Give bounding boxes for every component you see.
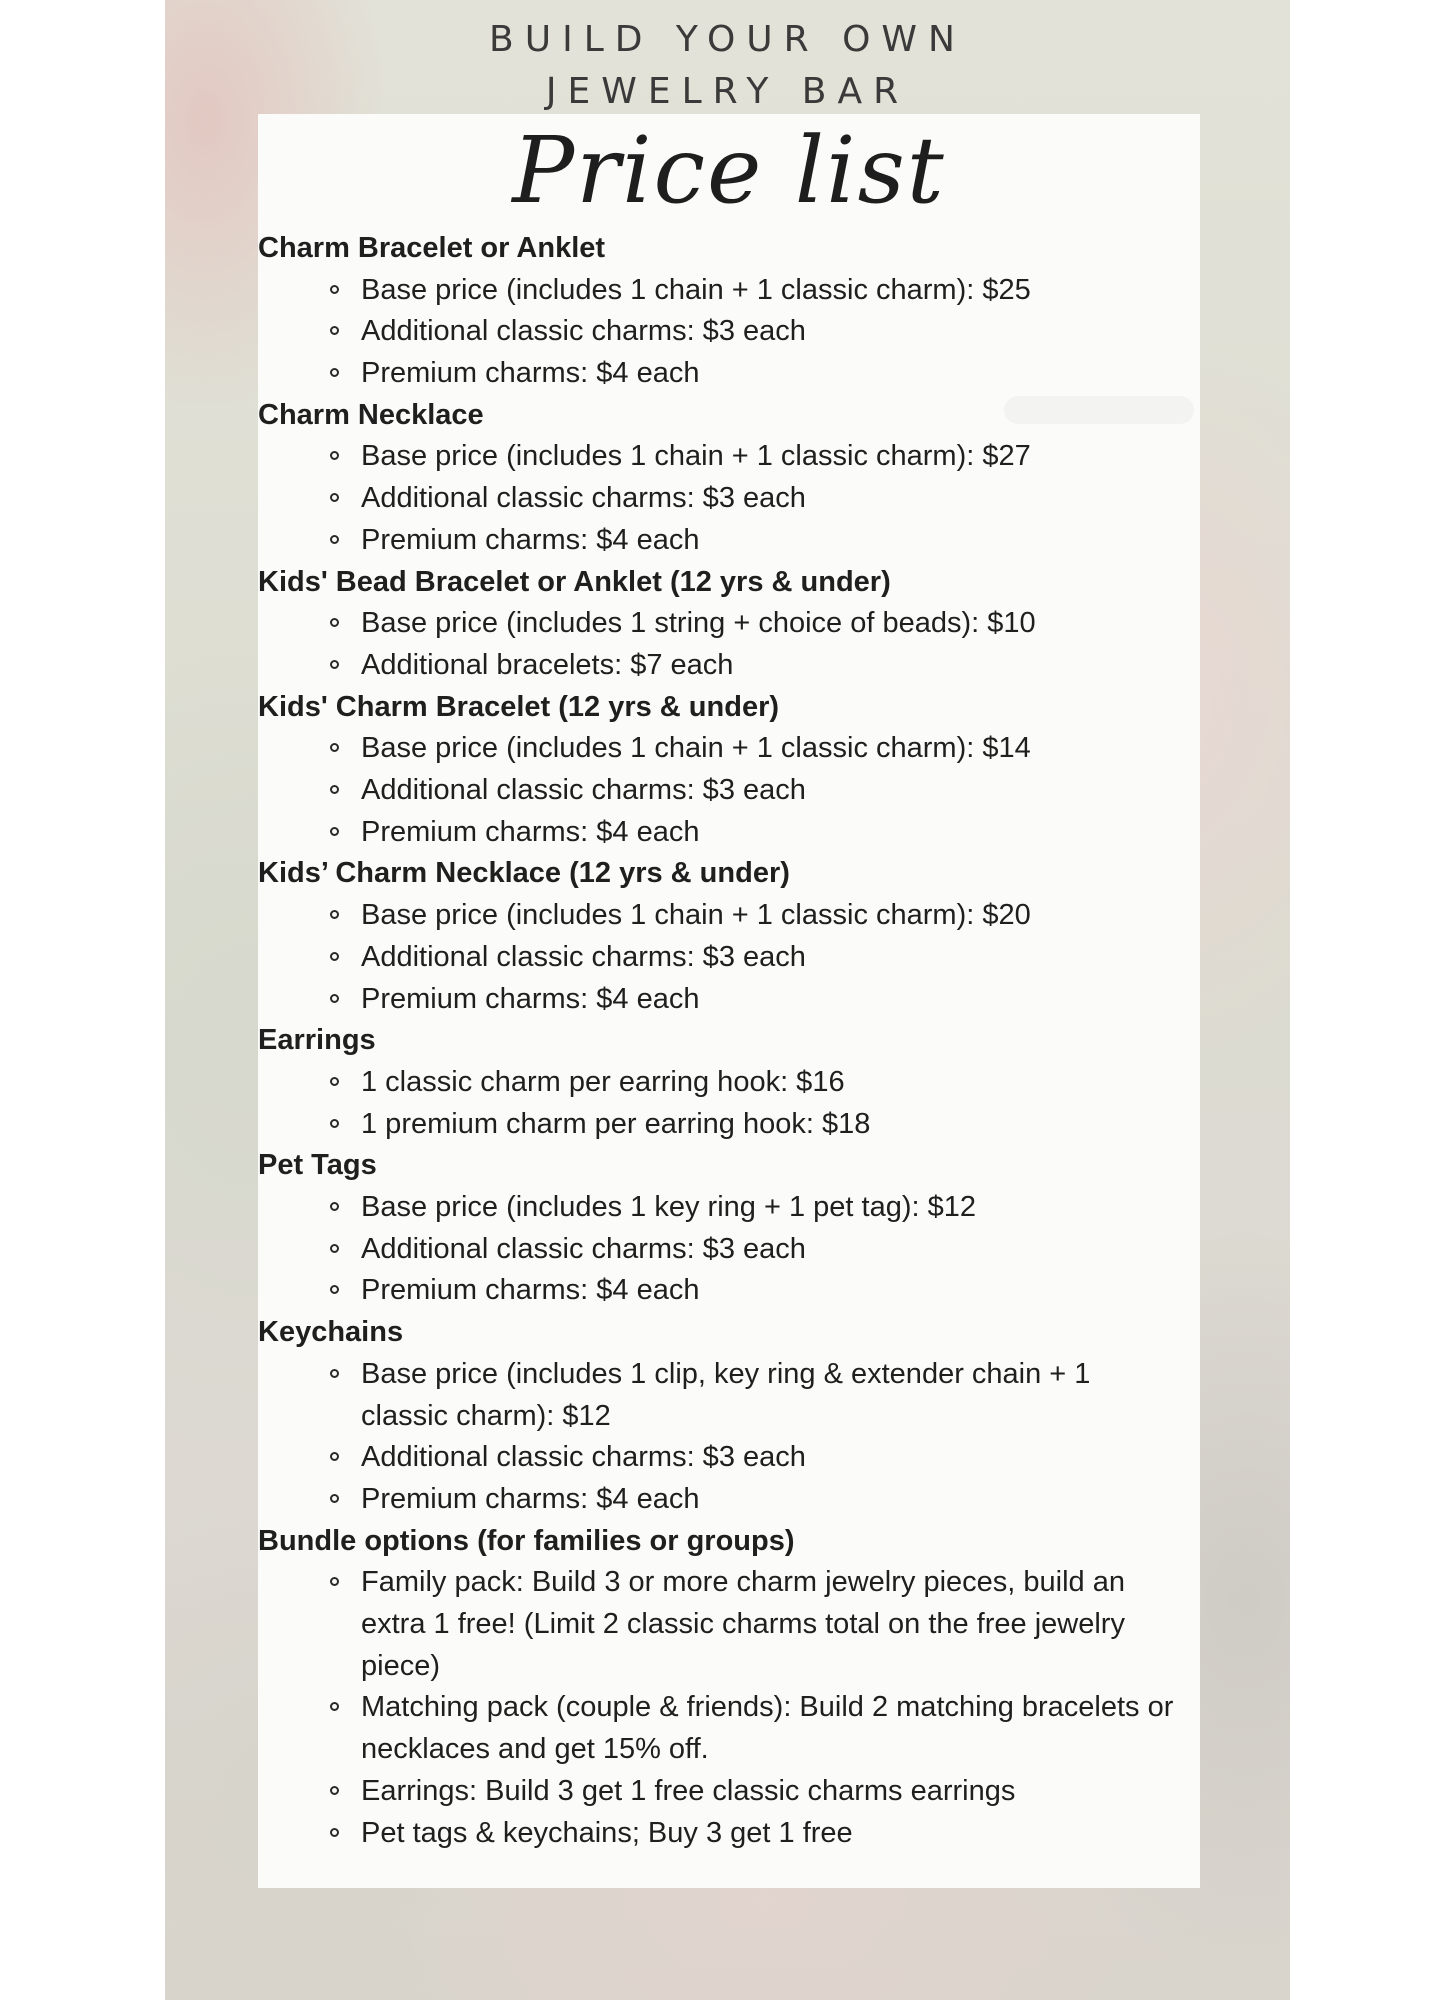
price-item-text: Additional classic charms: $3 each [361, 315, 806, 348]
price-item-text: 1 classic charm per earring hook: $16 [361, 1065, 845, 1098]
price-item [258, 1479, 1200, 1521]
circle-bullet-icon [330, 1702, 339, 1711]
price-item-text: Premium charms: $4 each [361, 357, 700, 390]
price-item-text: Additional classic charms: $3 each [361, 940, 806, 973]
price-item-text: Premium charms: $4 each [361, 982, 700, 1015]
price-item-text: Family pack: Build 3 or more charm jewelry pieces, build an extra 1 free! (Limit 2 classic charms total on the free jewelry piece) [361, 1566, 1125, 1682]
price-item-text: Base price (includes 1 string + choice of beads): $10 [361, 607, 1036, 640]
price-item [258, 728, 1200, 770]
section-title: Pet Tags [258, 1149, 377, 1182]
section-title: Kids’ Charm Necklace (12 yrs & under) [258, 857, 790, 890]
price-item-text: Additional classic charms: $3 each [361, 1232, 806, 1265]
price-section [258, 395, 1200, 562]
circle-bullet-icon [330, 326, 339, 335]
circle-bullet-icon [330, 1828, 339, 1837]
price-item [258, 812, 1200, 854]
price-item-text: Base price (includes 1 chain + 1 classic charm): $14 [361, 732, 1031, 765]
price-item-text: 1 premium charm per earring hook: $18 [361, 1107, 871, 1140]
section-title: Bundle options (for families or groups) [258, 1524, 795, 1557]
circle-bullet-icon [330, 1077, 339, 1086]
price-item [258, 478, 1200, 520]
circle-bullet-icon [330, 1285, 339, 1294]
price-item-text: Additional classic charms: $3 each [361, 482, 806, 515]
price-items-list [258, 270, 1200, 395]
price-item [258, 1771, 1200, 1813]
price-item [258, 603, 1200, 645]
price-item-text: Additional classic charms: $3 each [361, 1441, 806, 1474]
section-title: Charm Necklace [258, 398, 484, 431]
price-item [258, 311, 1200, 353]
price-item-text: Premium charms: $4 each [361, 523, 700, 556]
price-section [258, 853, 1200, 1020]
price-sections [258, 228, 1200, 1854]
price-item [258, 436, 1200, 478]
price-item-text: Pet tags & keychains; Buy 3 get 1 free [361, 1816, 853, 1849]
circle-bullet-icon [330, 285, 339, 294]
section-title: Earrings [258, 1024, 376, 1057]
price-items-list [258, 1062, 1200, 1145]
price-item [258, 1813, 1200, 1855]
price-item [258, 520, 1200, 562]
price-list-poster [165, 0, 1290, 2000]
price-item [258, 1270, 1200, 1312]
circle-bullet-icon [330, 451, 339, 460]
price-item [258, 1062, 1200, 1104]
section-title: Kids' Bead Bracelet or Anklet (12 yrs & under) [258, 565, 891, 598]
price-items-list [258, 895, 1200, 1020]
circle-bullet-icon [330, 368, 339, 377]
price-items-list [258, 1187, 1200, 1312]
price-items-list [258, 1354, 1200, 1521]
price-item [258, 270, 1200, 312]
price-section [258, 687, 1200, 854]
circle-bullet-icon [330, 910, 339, 919]
left-margin [0, 0, 165, 2000]
section-title: Charm Bracelet or Anklet [258, 232, 606, 264]
section-title: Kids' Charm Bracelet (12 yrs & under) [258, 690, 780, 723]
price-items-list [258, 436, 1200, 561]
price-item-text: Base price (includes 1 clip, key ring & extender chain + 1 classic charm): $12 [361, 1357, 1091, 1432]
price-item [258, 1104, 1200, 1146]
price-item [258, 937, 1200, 979]
circle-bullet-icon [330, 535, 339, 544]
right-margin [1290, 0, 1455, 2000]
price-items-list [258, 603, 1200, 686]
price-item-text: Base price (includes 1 chain + 1 classic charm): $20 [361, 899, 1031, 932]
circle-bullet-icon [330, 1577, 339, 1586]
circle-bullet-icon [330, 1452, 339, 1461]
poster-header [165, 14, 1290, 118]
price-section [258, 228, 1200, 395]
price-item-text: Base price (includes 1 key ring + 1 pet tag): $12 [361, 1191, 976, 1224]
price-section [258, 1521, 1200, 1855]
price-item [258, 353, 1200, 395]
price-item [258, 1562, 1200, 1687]
price-item [258, 1229, 1200, 1271]
price-item [258, 1354, 1200, 1437]
price-item [258, 1187, 1200, 1229]
price-item [258, 895, 1200, 937]
circle-bullet-icon [330, 618, 339, 627]
circle-bullet-icon [330, 1244, 339, 1253]
price-item-text: Base price (includes 1 chain + 1 classic charm): $27 [361, 440, 1031, 473]
price-item-text: Earrings: Build 3 get 1 free classic charms earrings [361, 1774, 1016, 1807]
price-item [258, 1687, 1200, 1770]
circle-bullet-icon [330, 1119, 339, 1128]
circle-bullet-icon [330, 743, 339, 752]
circle-bullet-icon [330, 1369, 339, 1378]
section-title: Keychains [258, 1316, 404, 1349]
price-items-list [258, 1562, 1200, 1854]
circle-bullet-icon [330, 785, 339, 794]
circle-bullet-icon [330, 827, 339, 836]
price-item [258, 645, 1200, 687]
header-line-1: BUILD YOUR OWN [489, 19, 966, 60]
circle-bullet-icon [330, 1494, 339, 1503]
price-item-text: Premium charms: $4 each [361, 1482, 700, 1515]
circle-bullet-icon [330, 1202, 339, 1211]
circle-bullet-icon [330, 660, 339, 669]
circle-bullet-icon [330, 493, 339, 502]
circle-bullet-icon [330, 994, 339, 1003]
circle-bullet-icon [330, 1786, 339, 1795]
price-section [258, 1145, 1200, 1312]
circle-bullet-icon [330, 952, 339, 961]
price-item [258, 770, 1200, 812]
price-list-title: Price list [512, 117, 946, 224]
price-item-text: Matching pack (couple & friends): Build 2 matching bracelets or necklaces and get 15% off. [361, 1691, 1174, 1766]
price-item-text: Additional classic charms: $3 each [361, 774, 806, 807]
price-section [258, 1020, 1200, 1145]
price-item-text: Premium charms: $4 each [361, 815, 700, 848]
price-card [258, 114, 1200, 1888]
header-line-2: JEWELRY BAR [545, 71, 910, 112]
price-section [258, 562, 1200, 687]
price-item-text: Base price (includes 1 chain + 1 classic charm): $25 [361, 273, 1031, 306]
price-item-text: Premium charms: $4 each [361, 1274, 700, 1307]
price-item [258, 1437, 1200, 1479]
price-item-text: Additional bracelets: $7 each [361, 648, 734, 681]
price-item [258, 979, 1200, 1021]
price-items-list [258, 728, 1200, 853]
price-section [258, 1312, 1200, 1521]
